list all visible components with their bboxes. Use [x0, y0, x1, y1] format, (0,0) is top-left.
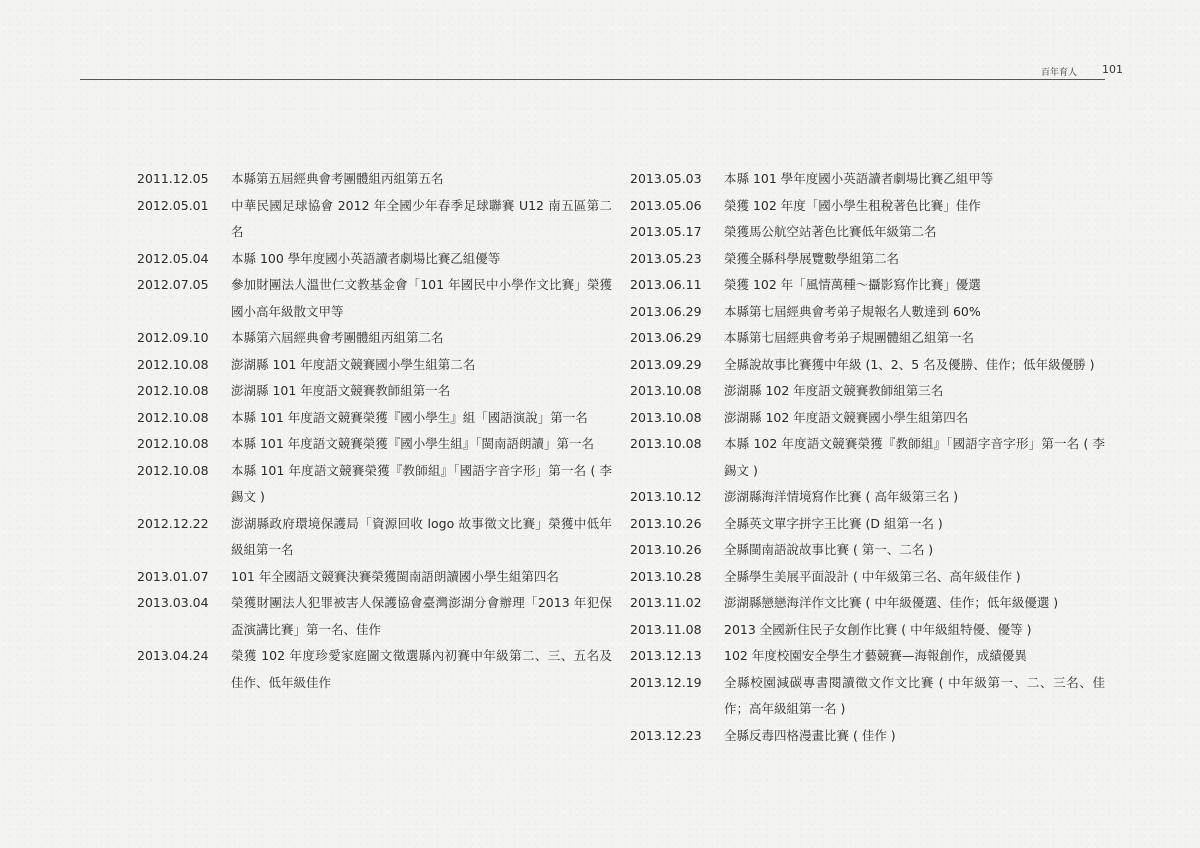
award-date: 2013.12.13 — [630, 648, 702, 663]
award-entry — [137, 458, 612, 511]
award-description: 中華民國足球協會 2012 年全國少年春季足球聯賽 U12 南五區第二名 — [231, 197, 612, 239]
award-description: 本縣 101 學年度國小英語讀者劇場比賽乙組甲等 — [724, 171, 994, 186]
award-description: 榮獲 102 年度珍愛家庭圖文徵選縣內初賽中年級第二、三、五名及佳作、低年級佳作 — [231, 648, 612, 690]
award-description: 本縣 100 學年度國小英語讀者劇場比賽乙組優等 — [231, 250, 501, 266]
award-description: 榮獲馬公航空站著色比賽低年級第二名 — [724, 224, 937, 239]
award-entry — [630, 378, 1105, 405]
award-entry — [137, 564, 612, 591]
award-date: 2012.10.08 — [137, 462, 209, 478]
award-description: 全縣英文單字拼字王比賽 (D 組第一名 ) — [724, 515, 943, 531]
award-date: 2012.09.10 — [137, 330, 209, 345]
award-entry — [630, 219, 1105, 246]
award-date: 2013.06.11 — [630, 277, 702, 292]
award-date: 2013.09.29 — [630, 356, 702, 372]
award-date: 2013.12.19 — [630, 674, 702, 690]
award-description: 本縣第五屆經典會考團體組丙組第五名 — [231, 171, 444, 186]
award-description: 澎湖縣海洋情境寫作比賽 ( 高年級第三名 ) — [724, 489, 959, 504]
award-description: 澎湖縣 101 年度語文競賽教師組第一名 — [231, 383, 451, 398]
award-description: 澎湖縣 101 年度語文競賽國小學生組第二名 — [231, 356, 476, 372]
award-description: 全縣學生美展平面設計 ( 中年級第三名、高年級佳作 ) — [724, 568, 1021, 584]
award-date: 2013.05.23 — [630, 250, 702, 266]
award-description: 參加財團法人溫世仁文教基金會「101 年國民中小學作文比賽」榮獲國小高年級散文甲等 — [231, 277, 612, 319]
award-description: 本縣第六屆經典會考團體組丙組第二名 — [231, 330, 444, 345]
award-description: 本縣 101 年度語文競賽榮獲『國小學生組』「閩南語朗讀」第一名 — [231, 436, 595, 451]
award-entry — [630, 617, 1105, 644]
award-entry — [137, 325, 612, 352]
award-description: 101 年全國語文競賽決賽榮獲閩南語朗讀國小學生組第四名 — [231, 568, 559, 584]
award-entry — [137, 378, 612, 405]
award-entry — [630, 405, 1105, 432]
award-date: 2012.10.08 — [137, 436, 209, 451]
award-description: 本縣 101 年度語文競賽榮獲『教師組』「國語字音字形」第一名 ( 李錫文 ) — [231, 462, 612, 504]
award-entry — [630, 590, 1105, 617]
award-date: 2012.10.08 — [137, 383, 209, 398]
award-date: 2012.12.22 — [137, 515, 209, 531]
award-description: 全縣閩南語說故事比賽 ( 第一、二名 ) — [724, 542, 934, 557]
award-date: 2012.07.05 — [137, 277, 209, 292]
award-entry — [630, 537, 1105, 564]
award-description: 本縣第七屆經典會考弟子規報名人數達到 60% — [724, 303, 981, 319]
award-entry — [137, 352, 612, 379]
award-description: 澎湖縣 102 年度語文競賽教師組第三名 — [724, 383, 944, 398]
award-date: 2012.10.08 — [137, 409, 209, 425]
award-date: 2013.11.08 — [630, 621, 702, 637]
award-description: 澎湖縣 102 年度語文競賽國小學生組第四名 — [724, 409, 969, 425]
award-date: 2013.03.04 — [137, 595, 209, 610]
award-entry — [137, 166, 612, 193]
award-entry — [630, 564, 1105, 591]
award-date: 2012.05.01 — [137, 197, 209, 213]
header-rule — [80, 79, 1105, 80]
award-description: 本縣 101 年度語文競賽榮獲『國小學生』組「國語演說」第一名 — [231, 409, 588, 425]
award-entry — [630, 723, 1105, 750]
award-entry — [630, 325, 1105, 352]
award-description: 榮獲財團法人犯罪被害人保護協會臺灣澎湖分會辦理「2013 年犯保盃演講比賽」第一名、佳作 — [231, 595, 612, 637]
running-header-title: 百年育人 — [1040, 68, 1077, 78]
award-entry — [137, 246, 612, 273]
award-date: 2013.10.26 — [630, 515, 702, 531]
award-date: 2013.05.17 — [630, 224, 702, 239]
left-column — [137, 166, 612, 696]
award-entry — [137, 405, 612, 432]
award-entry — [137, 643, 612, 696]
award-description: 102 年度校園安全學生才藝競賽—海報創作，成績優異 — [724, 648, 1027, 663]
award-date: 2013.06.29 — [630, 330, 702, 345]
award-description: 2013 全國新住民子女創作比賽 ( 中年級組特優、優等 ) — [724, 621, 1032, 637]
award-description: 澎湖縣戀戀海洋作文比賽 ( 中年級優選、佳作；低年級優選 ) — [724, 595, 1059, 610]
award-date: 2011.12.05 — [137, 171, 209, 186]
award-entry — [630, 431, 1105, 484]
award-entry — [630, 511, 1105, 538]
award-description: 榮獲 102 年度「國小學生租稅著色比賽」佳作 — [724, 197, 981, 213]
page-number: 101 — [1102, 63, 1123, 76]
award-date: 2013.10.28 — [630, 568, 702, 584]
award-date: 2013.01.07 — [137, 568, 209, 584]
award-description: 全縣反毒四格漫畫比賽 ( 佳作 ) — [724, 727, 896, 743]
right-column — [630, 166, 1105, 749]
award-entry — [630, 352, 1105, 379]
award-date: 2013.10.08 — [630, 436, 702, 451]
award-date: 2013.04.24 — [137, 648, 209, 663]
award-date: 2013.10.12 — [630, 489, 702, 504]
award-date: 2013.11.02 — [630, 595, 702, 610]
award-entry — [630, 166, 1105, 193]
award-date: 2013.05.06 — [630, 197, 702, 213]
award-description: 本縣第七屆經典會考弟子規團體組乙組第一名 — [724, 330, 975, 345]
award-date: 2013.10.08 — [630, 383, 702, 398]
award-description: 本縣 102 年度語文競賽榮獲『教師組』「國語字音字形」第一名 ( 李錫文 ) — [724, 436, 1105, 478]
award-date: 2013.06.29 — [630, 303, 702, 319]
award-description: 澎湖縣政府環境保護局「資源回收 logo 故事徵文比賽」榮獲中低年級組第一名 — [231, 515, 612, 557]
award-description: 榮獲 102 年「風情萬種～攝影寫作比賽」優選 — [724, 277, 981, 292]
award-date: 2012.10.08 — [137, 356, 209, 372]
award-entry — [630, 193, 1105, 220]
award-entry — [630, 299, 1105, 326]
award-date: 2013.10.26 — [630, 542, 702, 557]
page-header — [80, 62, 1123, 82]
award-description: 全縣說故事比賽獲中年級 (1、2、5 名及優勝、佳作；低年級優勝 ) — [724, 356, 1095, 372]
award-entry — [630, 643, 1105, 670]
award-date: 2013.05.03 — [630, 171, 702, 186]
award-entry — [630, 670, 1105, 723]
award-entry — [137, 431, 612, 458]
award-description: 全縣校園減碳專書閱讀徵文作文比賽 ( 中年級第一、二、三名、佳作；高年級組第一名 ) — [724, 674, 1105, 716]
award-entry — [137, 272, 612, 325]
award-entry — [137, 511, 612, 564]
award-entry — [630, 246, 1105, 273]
award-entry — [630, 272, 1105, 299]
award-entry — [630, 484, 1105, 511]
award-entry — [137, 193, 612, 246]
award-description: 榮獲全縣科學展覽數學組第二名 — [724, 250, 900, 266]
award-date: 2013.10.08 — [630, 409, 702, 425]
award-entry — [137, 590, 612, 643]
award-date: 2013.12.23 — [630, 727, 702, 743]
award-date: 2012.05.04 — [137, 250, 209, 266]
